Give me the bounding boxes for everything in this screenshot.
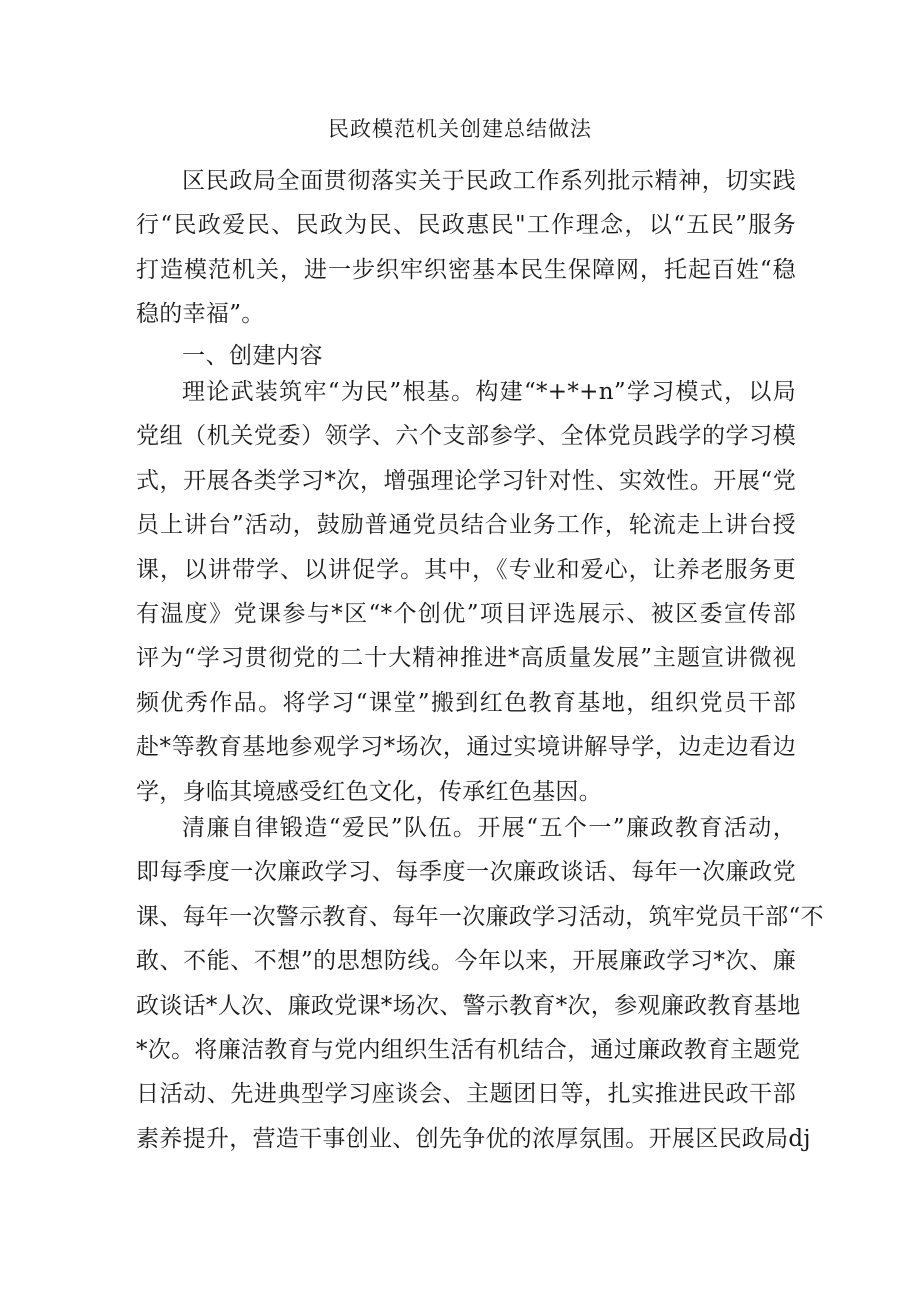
text-line: 即每季度一次廉政学习、每季度一次廉政谈话、每年一次廉政党: [136, 859, 796, 886]
text-line: 敢、不能、不想”的思想防线。今年以来，开展廉政学习*次、廉: [136, 948, 796, 975]
text-line: 频优秀作品。将学习“课堂”搬到红色教育基地，组织党员干部: [136, 689, 796, 716]
text-line: 素养提升，营造干事创业、创先争优的浓厚氛围。开展区民政局dj: [136, 1125, 811, 1152]
paragraph-theory: [136, 370, 796, 814]
section-heading: 一、创建内容: [182, 343, 323, 369]
intro-paragraph: [136, 159, 796, 337]
text-line: 理论武装筑牢“为民”根基。构建“*+*+n”学习模式，以局: [182, 379, 796, 405]
text-line: 员上讲台”活动，鼓励普通党员结合业务工作，轮流走上讲台授: [136, 512, 796, 539]
document-title: 民政模范机关创建总结做法: [328, 117, 592, 141]
paragraph-integrity: [136, 806, 824, 1161]
text-line: 日活动、先进典型学习座谈会、主题团日等，扎实推进民政干部: [136, 1081, 796, 1108]
text-line: 区民政局全面贯彻落实关于民政工作系列批示精神，切实践: [182, 168, 796, 194]
text-line: 打造模范机关，进一步织牢织密基本民生保障网，托起百姓“稳: [136, 256, 796, 283]
text-line: 式，开展各类学习*次，增强理论学习针对性、实效性。开展“党: [136, 467, 796, 494]
text-line: 赴*等教育基地参观学习*场次，通过实境讲解导学，边走边看边: [136, 734, 796, 761]
text-line: 稳的幸福”。: [136, 301, 265, 328]
text-line: 行“民政爱民、民政为民、民政惠民"工作理念，以“五民”服务: [136, 212, 796, 239]
text-line: 政谈话*人次、廉政党课*场次、警示教育*次，参观廉政教育基地: [136, 992, 801, 1019]
text-line: 学，身临其境感受红色文化，传承红色基因。: [136, 778, 602, 805]
text-line: 清廉自律锻造“爱民”队伍。开展“五个一”廉政教育活动，: [182, 815, 796, 841]
text-line: 有温度》党课参与*区“*个创优”项目评选展示、被区委宣传部: [136, 601, 796, 628]
text-line: 课、每年一次警示教育、每年一次廉政学习活动，筑牢党员干部“不: [136, 903, 824, 930]
text-line: 评为“学习贯彻党的二十大精神推进*高质量发展”主题宣讲微视: [136, 645, 796, 672]
text-line: *次。将廉洁教育与党内组织生活有机结合，通过廉政教育主题党: [136, 1037, 801, 1064]
text-line: 党组（机关党委）领学、六个支部参学、全体党员践学的学习模: [136, 423, 796, 450]
text-line: 课，以讲带学、以讲促学。其中，《专业和爱心，让养老服务更: [136, 556, 796, 583]
